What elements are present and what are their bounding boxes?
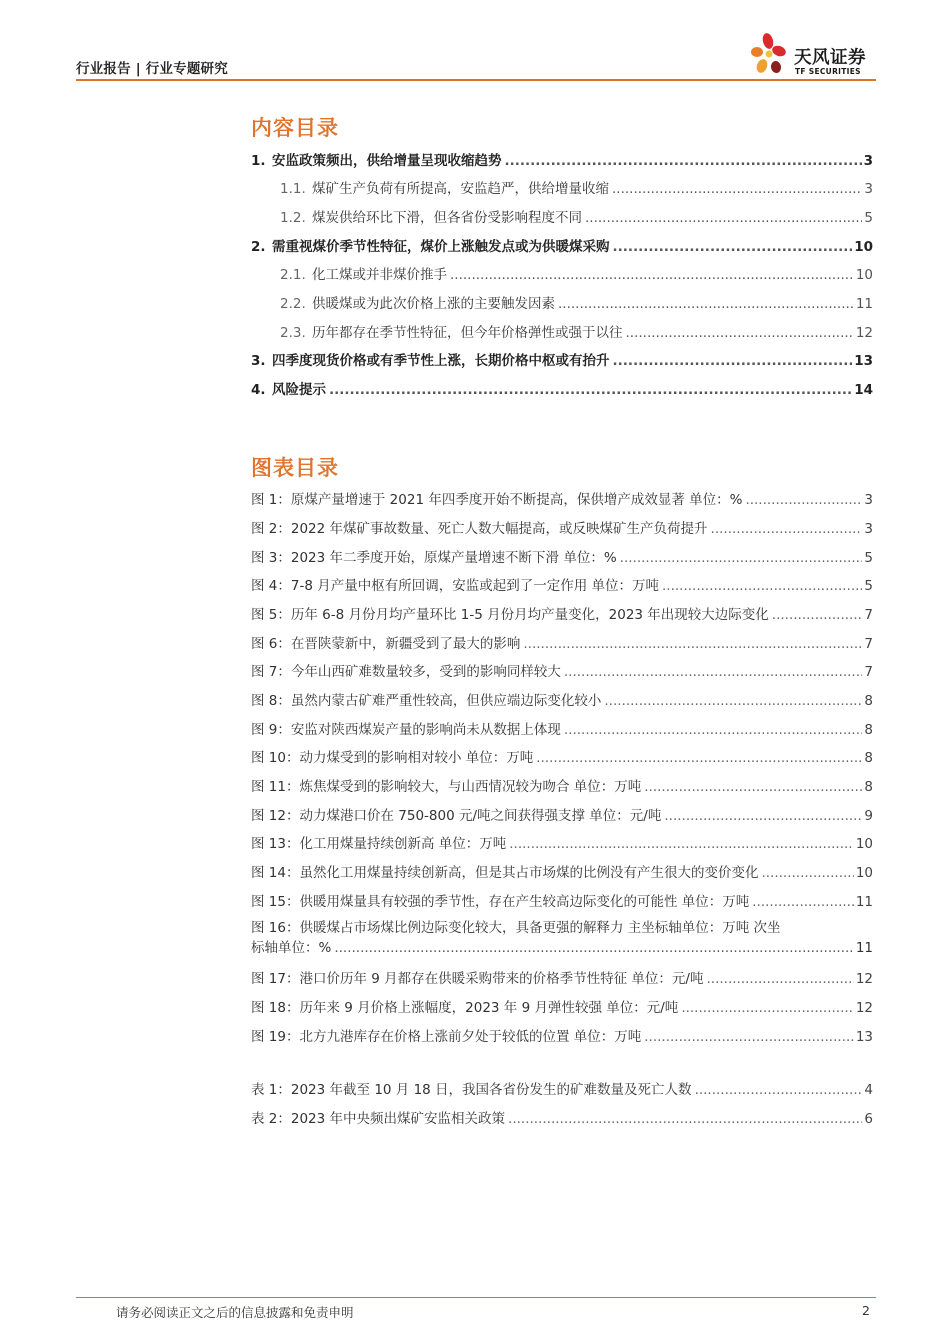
figure-item[interactable] [251,775,873,795]
contents-item-number: 2.3. [280,325,306,341]
contents-item-number: 3. [251,353,266,369]
contents-item[interactable] [280,292,873,312]
page-number: 2 [862,1303,870,1318]
dot-leader [558,296,854,312]
contents-item-number: 1.2. [280,210,306,226]
contents-item[interactable] [251,235,873,255]
figure-item[interactable] [251,804,873,824]
figure-item-text: 图 8：虽然内蒙古矿难严重性较高，但供应端边际变化较小 [251,693,602,709]
contents-item[interactable] [251,149,873,169]
figure-item-text-cont: 标轴单位：% [251,940,332,956]
figure-item[interactable] [251,890,873,910]
contents-item[interactable] [251,349,873,369]
contents-item-number: 2.1. [280,267,306,283]
dot-leader [711,521,863,537]
figure-item-page: 13 [855,1029,873,1045]
dot-leader [664,808,862,824]
figure-item[interactable] [251,918,873,958]
dot-leader [706,971,853,987]
figure-item-page: 7 [864,664,873,680]
contents-item-number: 2. [251,239,266,255]
figure-item[interactable] [251,967,873,987]
figure-item-page: 8 [864,693,873,709]
figure-item-page: 10 [855,865,873,881]
figure-item-text: 图 11：炼焦煤受到的影响较大，与山西情况较为吻合 单位：万吨 [251,779,642,795]
figure-item-text: 图 13：化工用煤量持续创新高 单位：万吨 [251,836,507,852]
company-logo [748,32,878,78]
figure-item-page: 8 [864,779,873,795]
figure-item-text: 图 19：北方九港库存在价格上涨前夕处于较低的位置 单位：万吨 [251,1029,642,1045]
dot-leader [536,750,862,766]
figure-item-text: 图 7：今年山西矿难数量较多，受到的影响同样较大 [251,664,561,680]
dot-leader [508,1111,862,1127]
contents-item-page: 3 [863,153,873,169]
contents-item-text: 煤炭供给环比下滑，但各省份受影响程度不同 [312,210,582,226]
contents-item-page: 11 [855,296,873,312]
dot-leader [745,492,862,508]
figure-item-page: 7 [864,607,873,623]
contents-item-page: 12 [855,325,873,341]
dot-leader [681,1000,854,1016]
dot-leader [334,938,853,958]
figure-item[interactable] [251,996,873,1016]
logo-chinese-text: 天风证券 [794,48,866,68]
dot-leader [604,693,862,709]
figure-item-text: 图 12：动力煤港口价在 750-800 元/吨之间获得强支撑 单位：元/吨 [251,808,662,824]
contents-item-text: 历年都存在季节性特征，但今年价格弹性或强于以往 [312,325,623,341]
dot-leader [613,239,853,255]
contents-item-number: 2.2. [280,296,306,312]
footer-divider [76,1297,876,1298]
figure-item-text: 图 4：7-8 月产量中枢有所回调，安监或起到了一定作用 单位：万吨 [251,578,660,594]
figure-item-text: 图 14：虽然化工用煤量持续创新高，但是其占市场煤的比例没有产生很大的变价变化 [251,865,759,881]
dot-leader [613,353,853,369]
contents-item[interactable] [251,378,873,398]
figure-item-page: 11 [855,894,873,910]
figure-item[interactable] [251,660,873,680]
contents-item-text: 化工煤或并非煤价推手 [312,267,447,283]
contents-item-text: 需重视煤价季节性特征，煤价上涨触发点或为供暖煤采购 [272,239,610,255]
figure-item[interactable] [251,574,873,594]
contents-title: 内容目录 [251,116,339,140]
dot-leader [662,578,862,594]
table-item-text: 表 2：2023 年中央频出煤矿安监相关政策 [251,1111,506,1127]
table-item-page: 6 [864,1111,873,1127]
dot-leader [564,722,863,738]
contents-item-text: 煤矿生产负荷有所提高，安监趋严，供给增量收缩 [312,181,609,197]
figure-item[interactable] [251,603,873,623]
figure-item[interactable] [251,488,873,508]
figure-item-page: 8 [864,750,873,766]
contents-item-page: 10 [854,239,873,255]
figure-item-text: 图 1：原煤产量增速于 2021 年四季度开始不断提高，保供增产成效显著 单位：% [251,492,743,508]
dot-leader [329,382,852,398]
figure-item-page: 12 [855,971,873,987]
dot-leader [644,1029,854,1045]
table-item-text: 表 1：2023 年截至 10 月 18 日，我国各省份发生的矿难数量及死亡人数 [251,1082,692,1098]
figure-item-page: 11 [855,940,873,956]
figure-item-text: 图 2：2022 年煤矿事故数量、死亡人数大幅提高，或反映煤矿生产负荷提升 [251,521,708,537]
figure-item-text: 图 3：2023 年二季度开始，原煤产量增速不断下滑 单位：% [251,550,617,566]
dot-leader [612,181,862,197]
dot-leader [626,325,854,341]
contents-item-text: 风险提示 [272,382,326,398]
logo-english-text: TF SECURITIES [795,67,861,76]
contents-item[interactable] [280,263,873,283]
flower-logo-icon [748,32,792,78]
figure-item-text: 图 6：在晋陕蒙新中，新疆受到了最大的影响 [251,636,521,652]
figure-item[interactable] [251,861,873,881]
dot-leader [585,210,862,226]
contents-item[interactable] [280,321,873,341]
figure-item-page: 8 [864,722,873,738]
figure-item-text: 图 15：供暖用煤量具有较强的季节性，存在产生较高边际变化的可能性 单位：万吨 [251,894,750,910]
figure-item[interactable] [251,689,873,709]
figure-item-page: 3 [864,521,873,537]
figure-item[interactable] [251,746,873,766]
contents-item-page: 3 [864,181,873,197]
table-item[interactable] [251,1078,873,1098]
dot-leader [523,636,862,652]
contents-item-page: 10 [855,267,873,283]
figure-item[interactable] [251,832,873,852]
figure-item-page: 10 [855,836,873,852]
figure-item-text: 图 10：动力煤受到的影响相对较小 单位：万吨 [251,750,534,766]
dot-leader [505,153,862,169]
figure-item-text: 图 16：供暖煤占市场煤比例边际变化较大，具备更强的解释力 主坐标轴单位：万吨 次坐 [251,920,781,936]
figure-item-text: 图 18：历年来 9 月价格上涨幅度，2023 年 9 月弹性较强 单位：元/吨 [251,1000,679,1016]
contents-item-page: 14 [854,382,873,398]
figure-item[interactable] [251,1025,873,1045]
contents-item-page: 5 [864,210,873,226]
figure-item[interactable] [251,517,873,537]
contents-item-text: 供暖煤或为此次价格上涨的主要触发因素 [312,296,555,312]
contents-item-text: 四季度现货价格或有季节性上涨，长期价格中枢或有抬升 [272,353,610,369]
figure-item[interactable] [251,632,873,652]
contents-item-text: 安监政策频出，供给增量呈现收缩趋势 [272,153,502,169]
contents-item[interactable] [280,177,873,197]
footer-disclaimer: 请务必阅读正文之后的信息披露和免责申明 [116,1305,354,1320]
dot-leader [772,607,863,623]
dot-leader [509,836,854,852]
figure-item-text: 图 5：历年 6-8 月份月均产量环比 1-5 月份月均产量变化，2023 年出现较大边际变化 [251,607,769,623]
figure-item-page: 5 [864,578,873,594]
contents-item-page: 13 [854,353,873,369]
header-divider [76,79,876,81]
figures-title: 图表目录 [251,456,339,480]
contents-item-number: 1.1. [280,181,306,197]
figure-item-page: 5 [864,550,873,566]
figure-item[interactable] [251,546,873,566]
contents-item-number: 1. [251,153,266,169]
figure-item[interactable] [251,718,873,738]
table-item[interactable] [251,1107,873,1127]
dot-leader [761,865,853,881]
report-breadcrumb: 行业报告 | 行业专题研究 [76,61,228,77]
contents-item-number: 4. [251,382,266,398]
dot-leader [644,779,862,795]
figure-item-page: 7 [864,636,873,652]
figure-item-text: 图 9：安监对陕西煤炭产量的影响尚未从数据上体现 [251,722,561,738]
figure-item-continuation [251,938,873,958]
figure-item-text: 图 17：港口价历年 9 月都存在供暖采购带来的价格季节性特征 单位：元/吨 [251,971,704,987]
table-item-page: 4 [864,1082,873,1098]
contents-item[interactable] [280,206,873,226]
figure-item-page: 3 [864,492,873,508]
dot-leader [695,1082,863,1098]
dot-leader [620,550,863,566]
figure-item-page: 9 [864,808,873,824]
dot-leader [564,664,863,680]
figure-item-page: 12 [855,1000,873,1016]
dot-leader [752,894,854,910]
dot-leader [450,267,854,283]
